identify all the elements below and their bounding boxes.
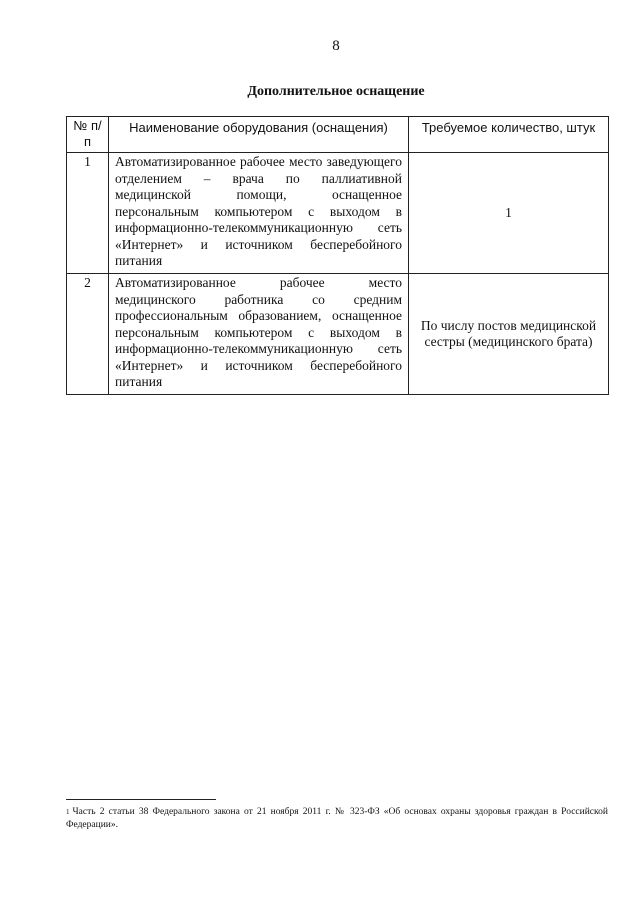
table-row: [67, 274, 609, 395]
header-equipment-name: Наименование оборудования (оснащения): [109, 117, 409, 153]
equipment-name: Автоматизированное рабочее место медицинского работника со средним профессиональным образованием, оснащенное персональным компьютером с выходом в информационно-телекоммуникационную сеть «Интернет» и источником бесперебойного питания: [109, 274, 409, 395]
equipment-table: [66, 116, 609, 395]
footnote-marker: 1: [66, 808, 70, 816]
required-quantity: По числу постов медицинской сестры (медицинского брата): [409, 274, 609, 395]
equipment-name: Автоматизированное рабочее место заведующего отделением – врача по паллиативной медицинской помощи, оснащенное персональным компьютером с выходом в информационно-телекоммуникационную сеть «Интернет» и источником бесперебойного питания: [109, 153, 409, 274]
row-number: 1: [67, 153, 109, 274]
section-title: Дополнительное оснащение: [247, 84, 425, 99]
row-number: 2: [67, 274, 109, 395]
table-header-row: [67, 117, 609, 153]
header-required-quantity: Требуемое количество, штук: [409, 117, 609, 153]
required-quantity: 1: [409, 153, 609, 274]
header-number: № п/п: [67, 117, 109, 153]
footnote-text: Часть 2 статьи 38 Федерального закона от 21 ноября 2011 г. № 323-ФЗ «Об основах охраны здоровья граждан в Российской Федерации».: [66, 807, 608, 830]
footnote: [66, 806, 608, 831]
table-row: [67, 153, 609, 274]
page-number: 8: [332, 38, 340, 54]
footnote-divider: [66, 799, 216, 800]
